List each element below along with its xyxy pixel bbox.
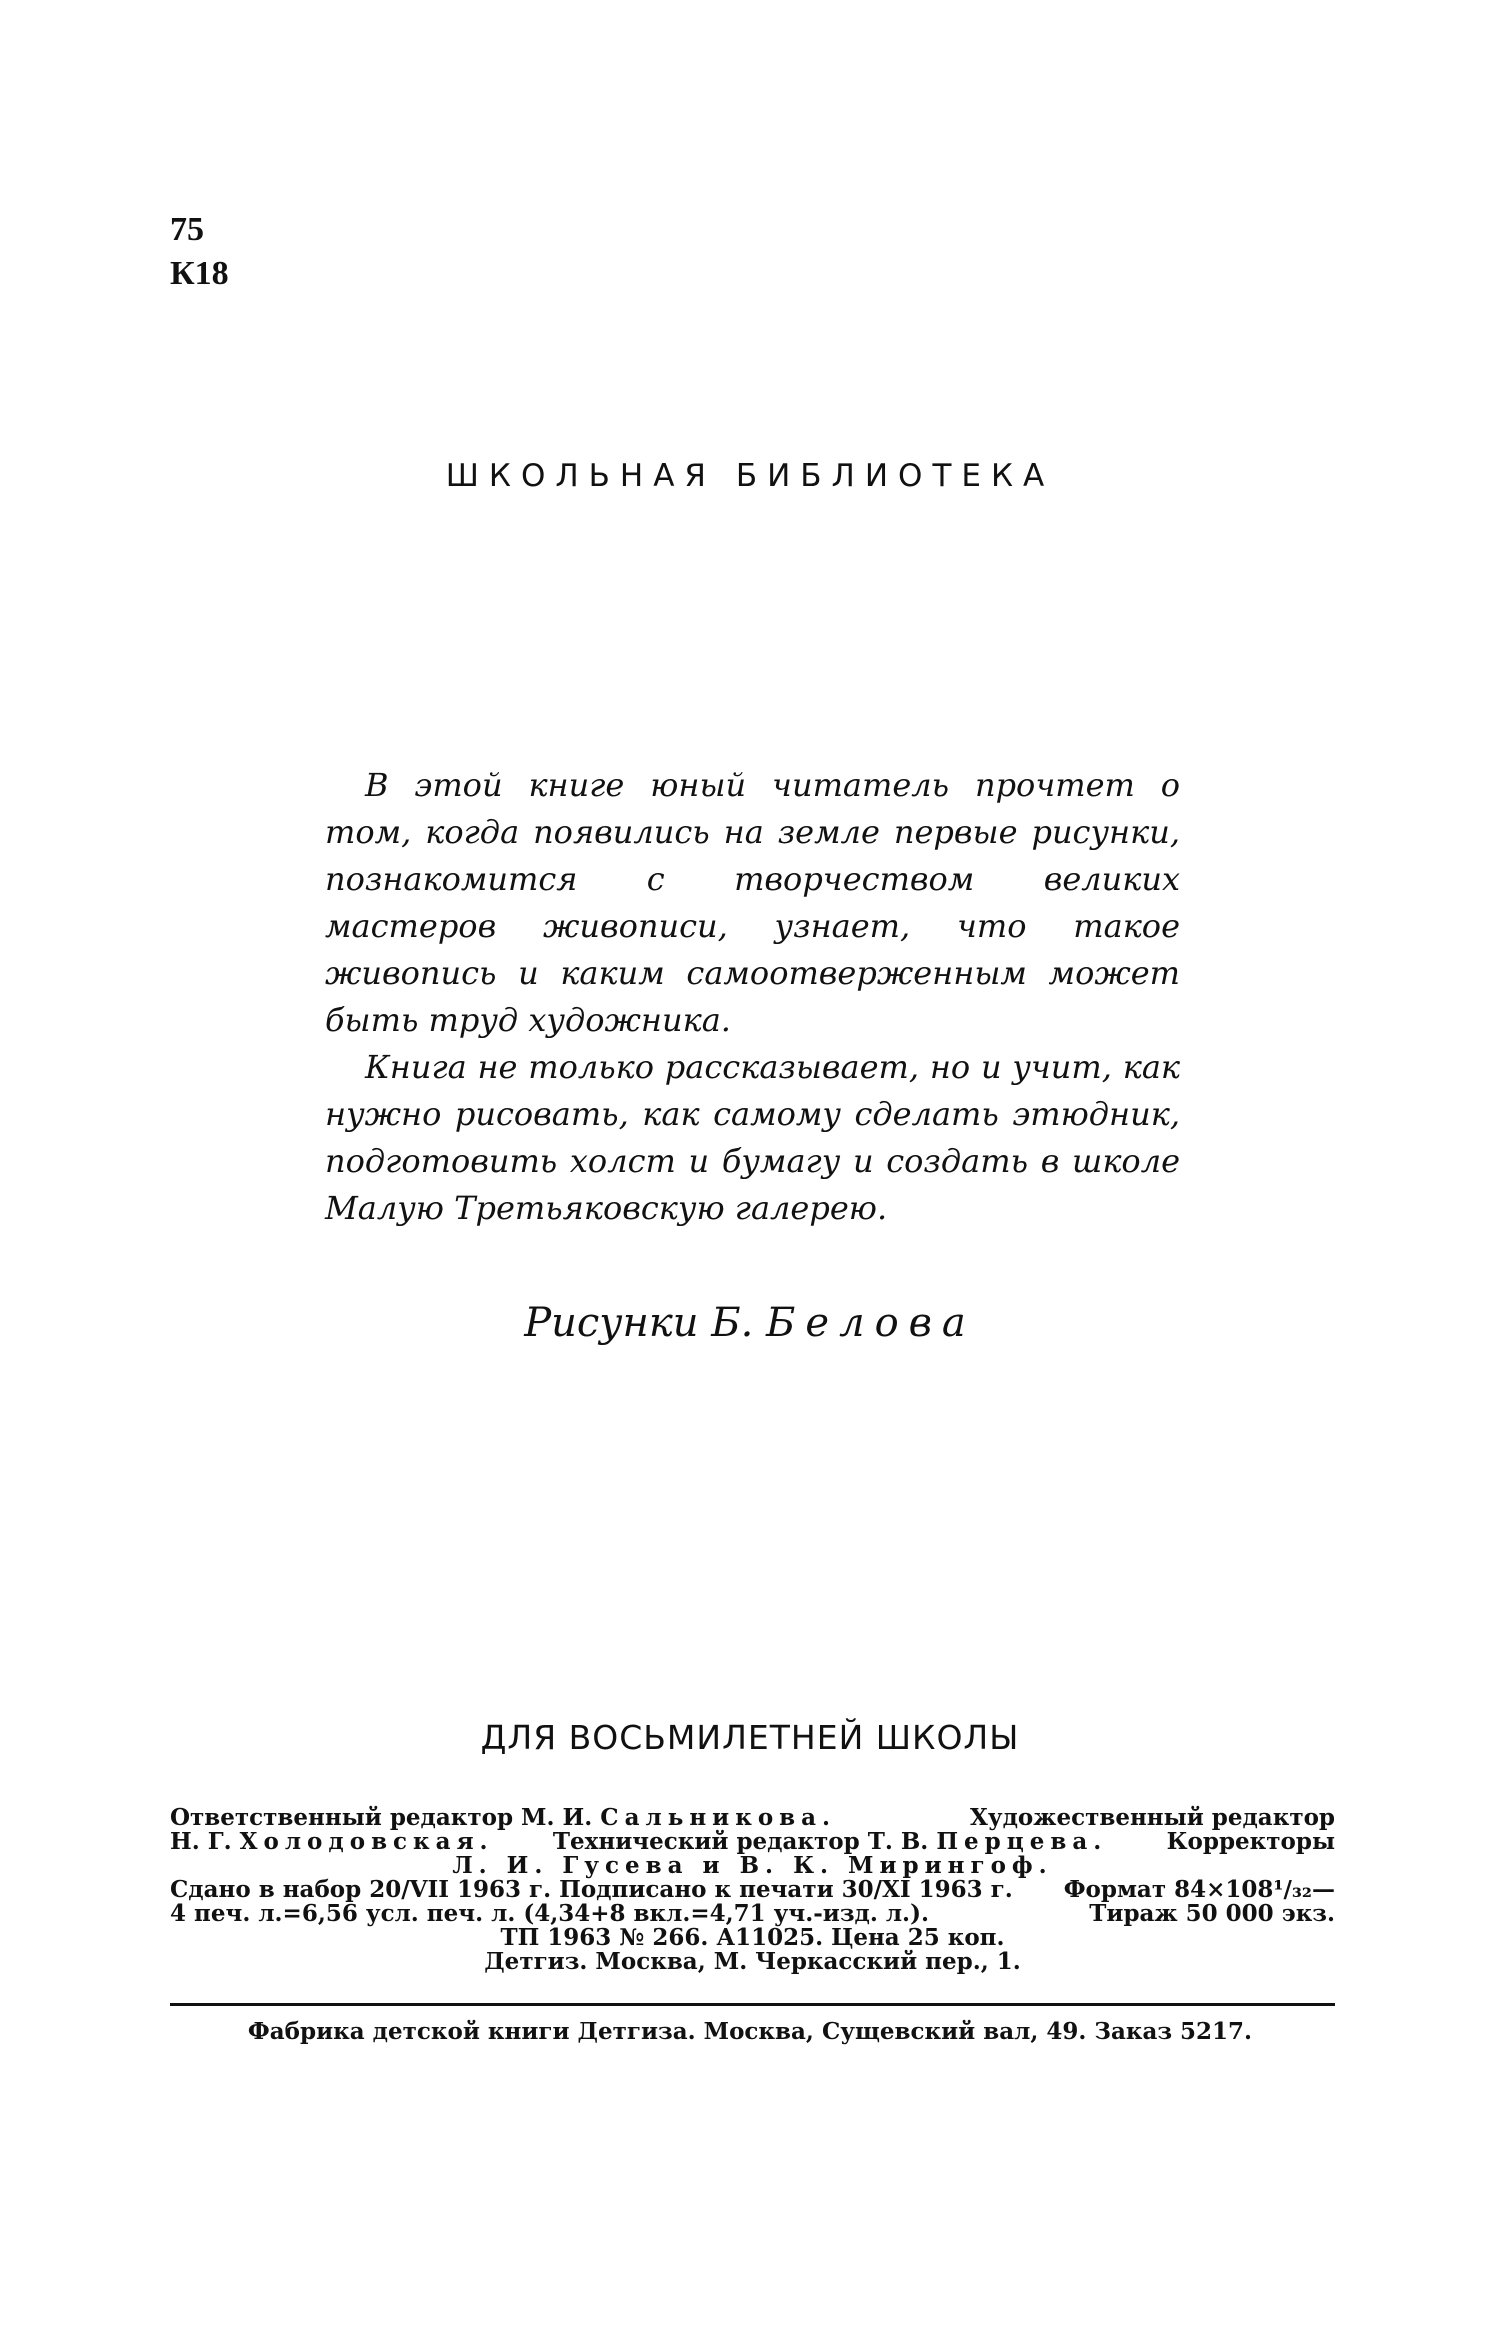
book-annotation (325, 762, 1180, 1232)
imprint-tech-editor-name: Перцева. (936, 1828, 1108, 1855)
classification-index (170, 208, 229, 296)
horizontal-divider (170, 2003, 1335, 2006)
imprint-line-2 (170, 1830, 1335, 1854)
imprint-art-editor-name: Холодовская. (239, 1828, 494, 1855)
annotation-paragraph-1: В этой книге юный читатель прочтет о том, когда появились на земле первые рисунки, познакомится с творчеством великих мастеров живописи, узнает, что такое живопись и каким самоотверженным может быть труд художника. (325, 766, 1180, 1039)
imprint-format: Формат 84×108¹/₃₂— (1063, 1876, 1335, 1903)
classification-line-2: К18 (170, 255, 229, 292)
imprint-art-editor-label: Художественный редактор (970, 1804, 1335, 1831)
audience-label: ДЛЯ ВОСЬМИЛЕТНЕЙ ШКОЛЫ (480, 1718, 1020, 1757)
illustrator-credit (0, 1300, 1500, 1346)
imprint-print-run: Тираж 50 000 экз. (1089, 1900, 1335, 1927)
imprint-sheets: 4 печ. л.=6,56 усл. печ. л. (4,34+8 вкл.=4,71 уч.-изд. л.). (170, 1900, 929, 1927)
imprint-tech-editor-label: Технический редактор Т. В. (552, 1828, 929, 1855)
imprint-line-3: Л. И. Гусева и В. К. Мирингоф. (452, 1852, 1053, 1879)
imprint-line-7: Детгиз. Москва, М. Черкасский пер., 1. (484, 1948, 1021, 1975)
imprint-line-6: ТП 1963 № 266. А11025. Цена 25 коп. (500, 1924, 1005, 1951)
imprint-editor-label: Ответственный редактор М. И. (170, 1804, 593, 1831)
classification-line-1: 75 (170, 211, 204, 248)
imprint-line-4 (170, 1878, 1335, 1902)
series-title: ШКОЛЬНАЯ БИБЛИОТЕКА (445, 458, 1055, 494)
illustrator-prefix: Рисунки Б. (524, 1300, 754, 1346)
annotation-paragraph-2: Книга не только рассказывает, но и учит, как нужно рисовать, как самому сделать этюдник, подготовить холст и бумагу и создать в школе Малую Третьяковскую галерею. (325, 1048, 1180, 1227)
illustrator-name: Белова (766, 1300, 976, 1346)
imprint-block (170, 1806, 1335, 1974)
imprint-line-1 (170, 1806, 1335, 1830)
imprint-line-5 (170, 1902, 1335, 1926)
imprint-art-editor-initials: Н. Г. (170, 1828, 232, 1855)
imprint-dates: Сдано в набор 20/VII 1963 г. Подписано к печати 30/XI 1963 г. (170, 1876, 1013, 1903)
printer-line: Фабрика детской книги Детгиза. Москва, Сущевский вал, 49. Заказ 5217. (247, 2018, 1253, 2045)
imprint-correctors-label: Корректоры (1166, 1828, 1335, 1855)
imprint-editor-name: Сальникова. (600, 1804, 837, 1831)
